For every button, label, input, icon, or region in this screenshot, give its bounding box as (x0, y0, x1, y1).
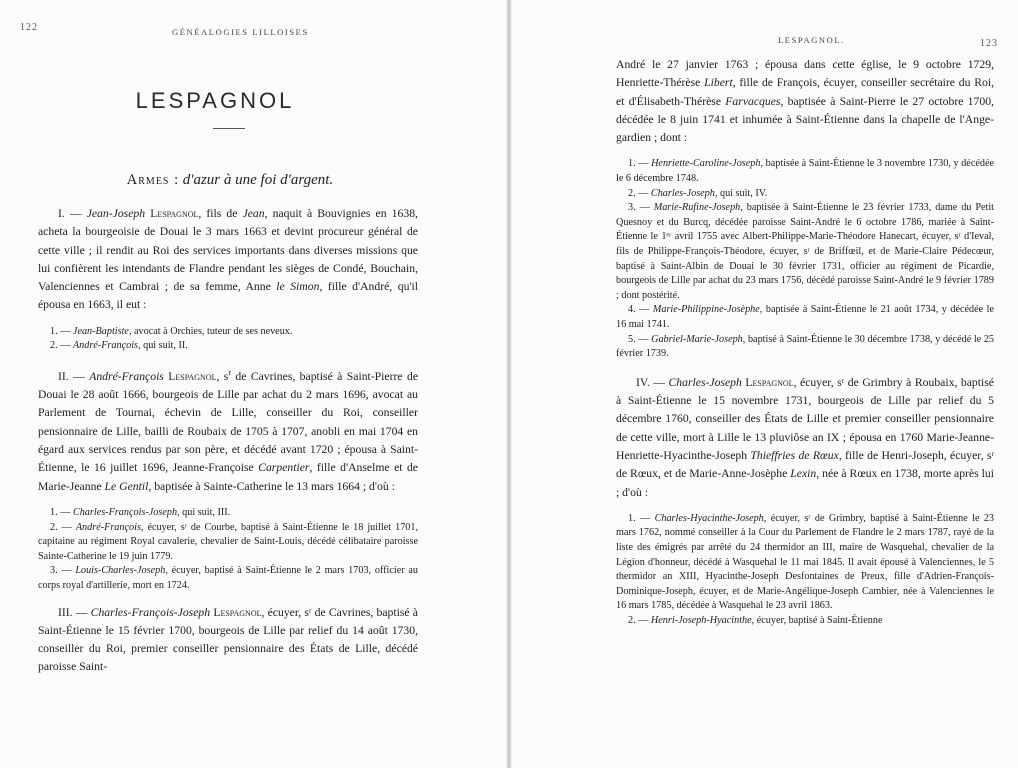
arms-line (0, 172, 460, 189)
left-running-head: GÉNÉALOGIES LILLOISES (172, 27, 309, 37)
list-item: 2. — Henri-Joseph-Hyacinthe, écuyer, baptisé à Saint-Étienne (628, 615, 883, 627)
arms-blazon: d'azur à une foi d'argent. (182, 172, 334, 188)
list-item: 1. — Jean-Baptiste, avocat à Orchies, tuteur de ses neveux. (50, 325, 293, 337)
arms-label: Armes : (126, 172, 180, 188)
right-running-head: LESPAGNOL. (778, 35, 845, 45)
list-item: 1. — Charles-François-Joseph, qui suit, III. (50, 506, 231, 518)
paragraph-III-continued: André le 27 janvier 1763 ; épousa dans cette église, le 9 octobre 1729, Henriette-Thérèse Libert, fille de François, écuyer, conseiller secrétaire du Roi, et d'Élisabeth-Thérèse Farvacques, baptisée à Saint-Pierre le 27 octobre 1700, décédée le 8 juin 1741 et inhumée à Saint-Étienne dans la chapelle de l'Ange-gardien ; dont : (616, 58, 995, 145)
list-item: 2. — André-François, écuyer, sʳ de Courbe, baptisé à Saint-Étienne le 18 juillet 1701, capitaine au régiment Royal cavalerie, chevalier de Saint-Louis, décédé célibataire paroisse Sainte-Catherine le 19 juin 1779. (38, 521, 419, 562)
page-title: LESPAGNOL (135, 88, 295, 113)
children-II-list (38, 506, 418, 594)
list-item: 5. — Gabriel-Marie-Joseph, baptisé à Saint-Étienne le 30 décembre 1738, y décédé le 25 février 1739. (616, 333, 995, 360)
list-item: 2. — Charles-Joseph, qui suit, IV. (628, 187, 768, 199)
left-text-column (38, 205, 418, 677)
paragraph-II: II. — André-François Lespagnol, $s^r$ de Cavrines, baptisé à Saint-Pierre de Douai le 28 août 1666, bourgeois de Lille par achat du 2 mars 1696, avocat au Parlement de Tournai, échevin de Lille, conseiller du Roi, conseiller pensionnaire de Lille, bailli de Roubaix de 1705 à 1707, anobli en mai 1704 en égard aux services rendus par son père, et décédé avant 1720 ; épousa à Saint-Étienne, le 16 juillet 1696, Jeanne-Françoise Carpentier, fille d'Anselme et de Marie-Jeanne Le Gentil, baptisée à Sainte-Catherine le 13 mars 1664 ; d'où : (38, 367, 419, 493)
list-item: 4. — Marie-Philippine-Josèphe, baptisée à Saint-Étienne le 21 août 1734, y décédée le 16 mai 1741. (616, 304, 995, 331)
left-page-number: 122 (20, 22, 38, 33)
right-page-number: 123 (980, 38, 998, 49)
right-page (510, 0, 1018, 768)
paragraph-IV: IV. — Charles-Joseph Lespagnol, écuyer, sʳ de Grimbry à Roubaix, baptisé à Saint-Étienne le 15 novembre 1731, bourgeois de Lille par relief du 5 décembre 1760, conseiller des États de Lille et premier conseiller pensionnaire de cette ville, mort à Lille le 13 pluviôse an IX ; épousa en 1760 Marie-Jeanne-Henriette-Hyacinthe-Joseph Thieffries de Rœux, fille de Henri-Joseph, écuyer, sʳ de Rœux, et de Marie-Anne-Josèphe Lexin, née à Rœux en 1738, morte après lui ; d'où : (616, 375, 994, 499)
list-item: 1. — Charles-Hyacinthe-Joseph, écuyer, sʳ de Grimbry, baptisé à Saint-Étienne le 23 mars 1762, nommé conseiller à la Cour du Parlement de Flandre le 2 mars 1787, rayé de la liste des émigrés par arrêté du 24 thermidor an III, maire de Wasquehal, chevalier de la Légion d'honneur, décédé à Wasquehal le 11 mai 1845. Il avait épousé à Valenciennes, le 5 thermidor an XIII, Hyacinthe-Joseph Desfontaines de Preux, fille d'Adrien-François-Dominique-Joseph, écuyer, et de Marie-Angélique-Joseph Cambier, née à Valenciennes le 16 mars 1785, décédée à Wasquehal le 23 avril 1863. (616, 512, 995, 612)
paragraph-I: I. — Jean-Joseph Lespagnol, fils de Jean, naquit à Bouvignies en 1638, acheta la bourgeoisie de Douai le 3 mars 1663 et devint procureur général de cette ville ; il rendit au Roi des services importants dans diverses missions que lui confièrent les intendants de Flandre pendant les sièges de Condé, Bouchain, Valenciennes et Cambrai ; de sa femme, Anne le Simon, fille d'André, qu'il épousa en 1663, il eut : (38, 207, 419, 312)
left-page (0, 0, 508, 768)
list-item: 1. — Henriette-Caroline-Joseph, baptisée à Saint-Étienne le 3 novembre 1730, y décédée le 6 décembre 1748. (616, 158, 994, 185)
title-rule (213, 128, 245, 129)
list-item: 3. — Louis-Charles-Joseph, écuyer, baptisé à Saint-Étienne le 2 mars 1703, officier au corps royal d'artillerie, mort en 1724. (38, 565, 418, 591)
paragraph-III: III. — Charles-François-Joseph Lespagnol, écuyer, sʳ de Cavrines, baptisé à Saint-Étienne le 15 février 1700, bourgeois de Lille par relief du 14 août 1730, conseiller du Roi, premier conseiller pensionnaire des États de Lille, décédé paroisse Saint- (38, 605, 418, 674)
children-IV-list (616, 512, 994, 629)
children-III-list (616, 157, 994, 361)
list-item: 2. — André-François, qui suit, II. (50, 340, 188, 352)
right-text-column (616, 56, 994, 629)
list-item: 3. — Marie-Rufine-Joseph, baptisée à Saint-Étienne le 23 février 1733, dame du Petit Quesnoy et du Burcq, décédée paroisse Saint-André le 6 octobre 1786, mariée à Saint-Étienne le 1ᵉʳ avril 1755 avec Albert-Philippe-Marie-Théodore Hanecart, écuyer, sʳ d'Ieval, fils de Philippe-François-Théodore, écuyer, sʳ de Briffœil, et de Marie-Claire Pédecœur, baptisé à Saint-Albin de Douai le 30 février 1731, officier au régiment de Picardie, bourgeois de Lille par achat du 23 mars 1756, décédé paroisse Saint-André le 9 février 1789 ; dont postérité. (616, 202, 995, 301)
children-I-list (38, 325, 418, 354)
